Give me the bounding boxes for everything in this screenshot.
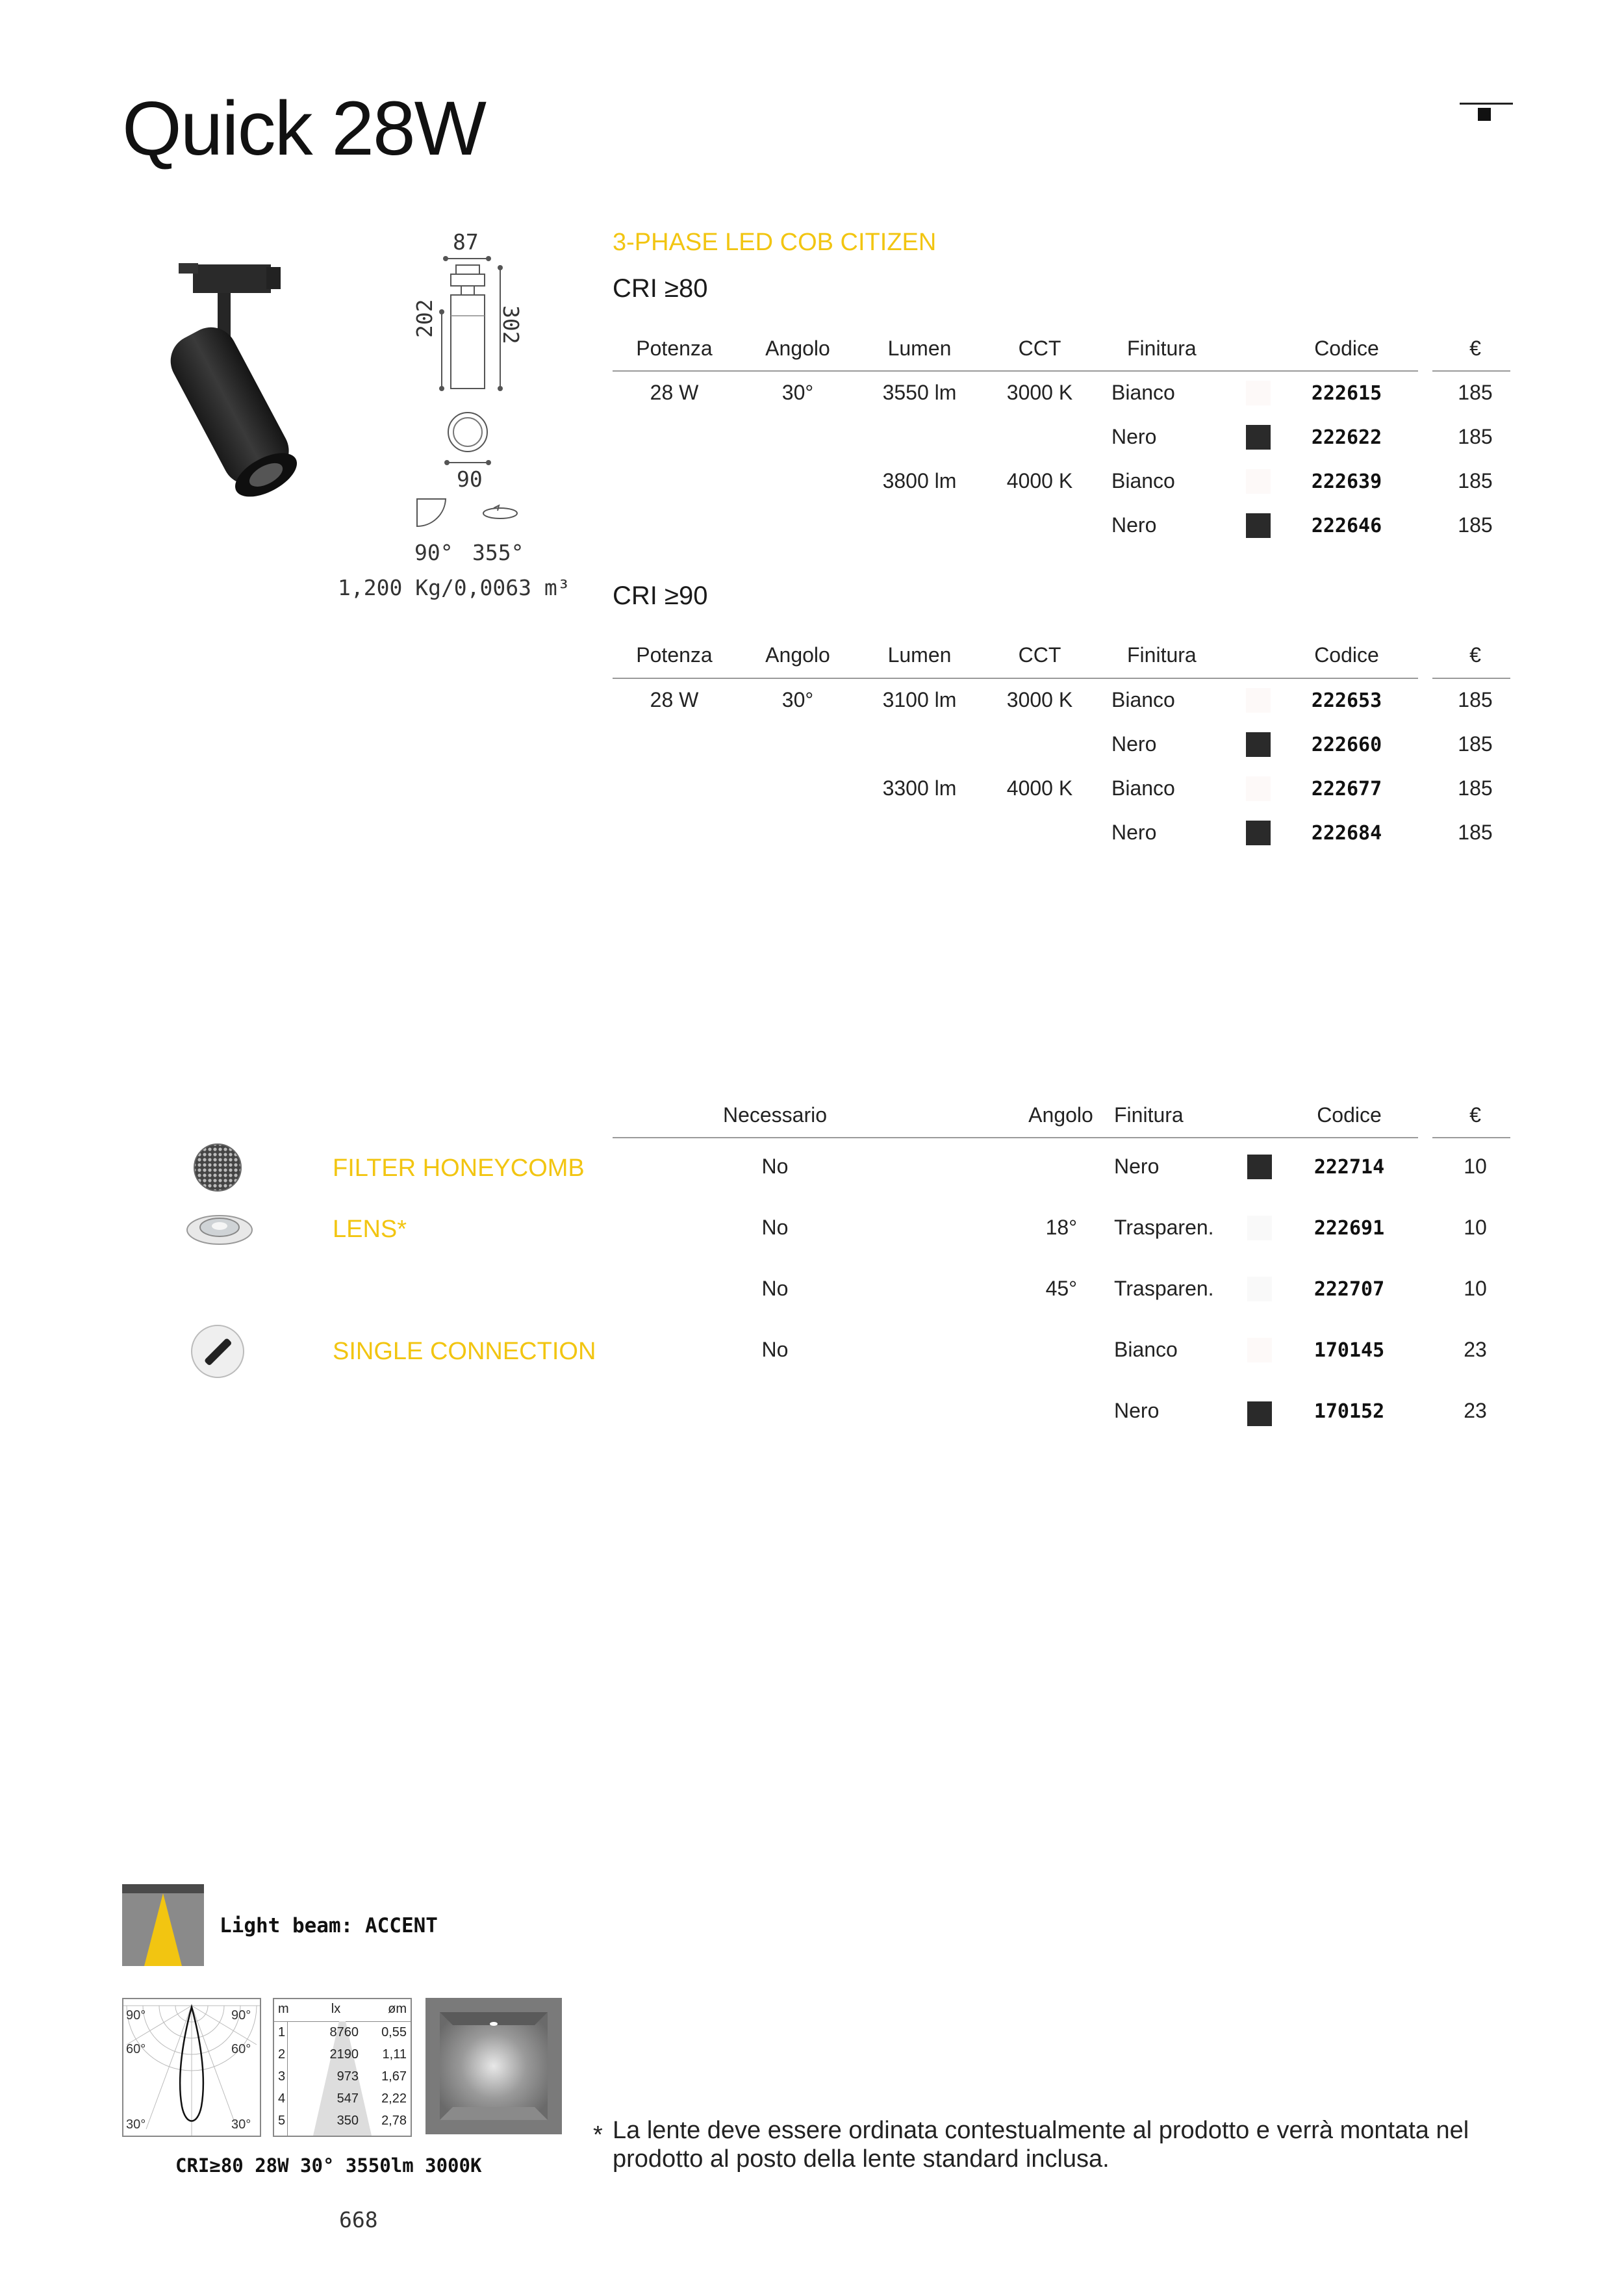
phot-cell: 973 bbox=[336, 2069, 359, 2084]
finish-swatch-white bbox=[1246, 469, 1271, 494]
cell-necessario: No bbox=[761, 1277, 789, 1300]
hdr-lumen: Lumen bbox=[887, 337, 952, 360]
cell-finitura: Bianco bbox=[1111, 688, 1175, 711]
accessory-name: LENS* bbox=[333, 1216, 407, 1243]
table-row bbox=[613, 821, 1511, 865]
phot-cell: 547 bbox=[336, 2091, 359, 2106]
cell-codice: 222639 bbox=[1311, 470, 1382, 493]
hdr-finitura: Finitura bbox=[1127, 643, 1197, 667]
cell-finitura: Trasparen. bbox=[1114, 1216, 1214, 1239]
cell-price: 185 bbox=[1458, 688, 1493, 711]
finish-swatch-black bbox=[1246, 513, 1271, 538]
cell-codice: 222653 bbox=[1311, 689, 1382, 712]
finish-swatch-black bbox=[1247, 1155, 1272, 1179]
cell-potenza: 28 W bbox=[650, 381, 699, 404]
cell-price: 185 bbox=[1458, 381, 1493, 404]
accessory-name: FILTER HONEYCOMB bbox=[333, 1155, 585, 1182]
cell-price: 10 bbox=[1464, 1216, 1487, 1239]
phot-header-lx: lx bbox=[331, 2002, 341, 2016]
cell-price: 185 bbox=[1458, 469, 1493, 492]
cell-angolo: 30° bbox=[781, 381, 814, 404]
cell-lumen: 3100 lm bbox=[882, 688, 957, 711]
cell-angolo: 45° bbox=[1045, 1277, 1077, 1300]
polar-angle-label: 30° bbox=[231, 2117, 251, 2132]
cell-lumen: 3300 lm bbox=[882, 776, 957, 800]
hdr-lumen: Lumen bbox=[887, 643, 952, 667]
finish-swatch-black bbox=[1246, 425, 1271, 450]
cri80-header bbox=[613, 337, 1511, 369]
table-row bbox=[0, 1338, 1624, 1399]
table-row bbox=[0, 1399, 1624, 1460]
finish-swatch-white bbox=[1246, 776, 1271, 801]
hdr-angolo: Angolo bbox=[765, 337, 830, 360]
table-row bbox=[613, 425, 1511, 469]
cell-finitura: Bianco bbox=[1111, 776, 1175, 800]
hdr-cct: CCT bbox=[1018, 337, 1061, 360]
cell-finitura: Bianco bbox=[1114, 1338, 1178, 1361]
table-row bbox=[0, 1216, 1624, 1277]
cell-codice: 170145 bbox=[1313, 1339, 1385, 1362]
cell-necessario: No bbox=[761, 1155, 789, 1178]
table-row bbox=[613, 469, 1511, 513]
phot-row bbox=[274, 2069, 411, 2091]
phot-cell: 5 bbox=[278, 2114, 286, 2128]
finish-swatch-black bbox=[1247, 1401, 1272, 1426]
phot-cell: 2,22 bbox=[381, 2091, 407, 2106]
cri90-header bbox=[613, 643, 1511, 676]
phot-row bbox=[274, 2091, 411, 2114]
cell-finitura: Bianco bbox=[1111, 381, 1175, 404]
page-title: Quick 28W bbox=[122, 86, 486, 172]
hdr-necessario: Necessario bbox=[722, 1103, 828, 1127]
phot-cell: 0,55 bbox=[381, 2025, 407, 2039]
dim-tilt: 90° bbox=[414, 540, 453, 565]
hdr-potenza: Potenza bbox=[636, 643, 713, 667]
polar-angle-label: 90° bbox=[231, 2008, 251, 2023]
cell-finitura: Nero bbox=[1111, 732, 1157, 756]
cri80-rule-left bbox=[613, 370, 1418, 372]
photometric-caption: CRI≥80 28W 30° 3550lm 3000K bbox=[175, 2154, 482, 2177]
cell-potenza: 28 W bbox=[650, 688, 699, 711]
polar-angle-label: 60° bbox=[126, 2042, 146, 2056]
cell-finitura: Nero bbox=[1111, 513, 1157, 537]
phot-cell: 8760 bbox=[329, 2025, 359, 2039]
phot-row bbox=[274, 2114, 411, 2136]
cell-codice: 222615 bbox=[1311, 382, 1382, 405]
polar-diagram bbox=[122, 1998, 261, 2137]
cell-finitura: Nero bbox=[1111, 425, 1157, 448]
cell-necessario: No bbox=[761, 1338, 789, 1361]
polar-angle-label: 90° bbox=[126, 2008, 146, 2023]
dim-height-b: 302 bbox=[498, 305, 524, 344]
table-row bbox=[613, 688, 1511, 732]
hdr-euro: € bbox=[1469, 643, 1481, 667]
finish-swatch-transparent bbox=[1247, 1277, 1272, 1301]
phot-cell: 3 bbox=[278, 2069, 286, 2084]
cell-finitura: Bianco bbox=[1111, 469, 1175, 492]
dim-rotation: 355° bbox=[472, 540, 524, 565]
table-row bbox=[613, 776, 1511, 821]
cell-cct: 3000 K bbox=[1006, 688, 1073, 711]
hdr-cct: CCT bbox=[1018, 643, 1061, 667]
cell-codice: 222660 bbox=[1311, 734, 1382, 756]
hdr-finitura: Finitura bbox=[1127, 337, 1197, 360]
cell-finitura: Nero bbox=[1114, 1155, 1160, 1178]
phot-cell: 350 bbox=[336, 2114, 359, 2128]
hdr-potenza: Potenza bbox=[636, 337, 713, 360]
phot-header-m: m bbox=[278, 2002, 289, 2016]
polar-angle-label: 60° bbox=[231, 2042, 251, 2056]
cell-codice: 222691 bbox=[1313, 1217, 1385, 1240]
cell-lumen: 3800 lm bbox=[882, 469, 957, 492]
cell-finitura: Nero bbox=[1111, 821, 1157, 844]
cell-price: 10 bbox=[1464, 1155, 1487, 1178]
dim-width-top: 87 bbox=[453, 229, 479, 255]
cri80-label: CRI ≥80 bbox=[613, 274, 708, 303]
accessories-rule-right bbox=[1432, 1137, 1510, 1138]
light-beam-icon bbox=[122, 1884, 204, 1966]
cell-codice: 170152 bbox=[1313, 1400, 1385, 1423]
finish-swatch-white bbox=[1247, 1338, 1272, 1362]
cell-codice: 222684 bbox=[1311, 822, 1382, 845]
weight-volume: 1,200 Kg/0,0063 m³ bbox=[338, 575, 570, 600]
technical-drawing bbox=[396, 227, 611, 565]
table-row bbox=[613, 513, 1511, 557]
section-title: 3-PHASE LED COB CITIZEN bbox=[613, 229, 937, 256]
cell-finitura: Nero bbox=[1114, 1399, 1160, 1422]
phot-cell: 4 bbox=[278, 2091, 286, 2106]
table-row bbox=[613, 732, 1511, 776]
cell-price: 23 bbox=[1464, 1399, 1487, 1422]
phot-row bbox=[274, 2025, 411, 2047]
cell-codice: 222707 bbox=[1313, 1278, 1385, 1301]
product-image bbox=[140, 257, 309, 510]
cri90-rule-left bbox=[613, 678, 1418, 679]
table-row bbox=[613, 381, 1511, 425]
cell-price: 185 bbox=[1458, 776, 1493, 800]
cri90-rule-right bbox=[1432, 678, 1510, 679]
hdr-angolo: Angolo bbox=[765, 643, 830, 667]
cell-price: 185 bbox=[1458, 425, 1493, 448]
cell-lumen: 3550 lm bbox=[882, 381, 957, 404]
phot-row bbox=[274, 2047, 411, 2069]
hdr-finitura: Finitura bbox=[1114, 1103, 1184, 1127]
footnote-star: * bbox=[593, 2121, 603, 2149]
photometric-table bbox=[273, 1998, 412, 2137]
finish-swatch-black bbox=[1246, 821, 1271, 845]
hdr-angolo: Angolo bbox=[1028, 1103, 1093, 1127]
cell-price: 185 bbox=[1458, 732, 1493, 756]
hdr-euro: € bbox=[1469, 1103, 1481, 1127]
accessories-rule-left bbox=[613, 1137, 1418, 1138]
page-number: 668 bbox=[339, 2207, 378, 2232]
cell-codice: 222714 bbox=[1313, 1156, 1385, 1179]
finish-swatch-black bbox=[1246, 732, 1271, 757]
cell-codice: 222646 bbox=[1311, 515, 1382, 537]
light-beam-label: Light beam: ACCENT bbox=[220, 1914, 438, 1937]
cell-necessario: No bbox=[761, 1216, 789, 1239]
phot-cell: 2190 bbox=[329, 2047, 359, 2062]
table-row bbox=[0, 1277, 1624, 1338]
finish-swatch-white bbox=[1246, 688, 1271, 713]
phot-cell: 2,78 bbox=[381, 2114, 407, 2128]
phot-cell: 1,67 bbox=[381, 2069, 407, 2084]
dim-diameter: 90 bbox=[457, 466, 483, 492]
finish-swatch-transparent bbox=[1247, 1216, 1272, 1240]
cell-codice: 222622 bbox=[1311, 426, 1382, 449]
footnote-text: La lente deve essere ordinata contestualmente al prodotto e verrà montata nel prodotto al posto della lente standard inclusa. bbox=[613, 2117, 1469, 2173]
phot-cell: 2 bbox=[278, 2047, 286, 2062]
light-render-image bbox=[425, 1998, 562, 2134]
hdr-codice: Codice bbox=[1317, 1103, 1382, 1127]
dim-height-a: 202 bbox=[412, 299, 437, 338]
cell-angolo: 18° bbox=[1045, 1216, 1077, 1239]
cell-angolo: 30° bbox=[781, 688, 814, 711]
hdr-codice: Codice bbox=[1314, 643, 1379, 667]
hdr-codice: Codice bbox=[1314, 337, 1379, 360]
phot-header-om: øm bbox=[388, 2002, 407, 2016]
phot-cell: 1,11 bbox=[382, 2047, 407, 2062]
cell-cct: 4000 K bbox=[1006, 469, 1073, 492]
cell-price: 185 bbox=[1458, 513, 1493, 537]
cell-finitura: Trasparen. bbox=[1114, 1277, 1214, 1300]
accessory-name: SINGLE CONNECTION bbox=[333, 1338, 596, 1365]
accessories-header bbox=[613, 1103, 1511, 1136]
hdr-euro: € bbox=[1469, 337, 1481, 360]
cell-codice: 222677 bbox=[1311, 778, 1382, 800]
table-row bbox=[0, 1155, 1624, 1216]
cell-cct: 3000 K bbox=[1006, 381, 1073, 404]
phot-cell: 1 bbox=[278, 2025, 286, 2039]
cri80-rule-right bbox=[1432, 370, 1510, 372]
cri90-label: CRI ≥90 bbox=[613, 581, 708, 610]
cell-price: 10 bbox=[1464, 1277, 1487, 1300]
cell-price: 185 bbox=[1458, 821, 1493, 844]
track-icon bbox=[1460, 103, 1513, 122]
cell-cct: 4000 K bbox=[1006, 776, 1073, 800]
polar-angle-label: 30° bbox=[126, 2117, 146, 2132]
cell-price: 23 bbox=[1464, 1338, 1487, 1361]
finish-swatch-white bbox=[1246, 381, 1271, 405]
